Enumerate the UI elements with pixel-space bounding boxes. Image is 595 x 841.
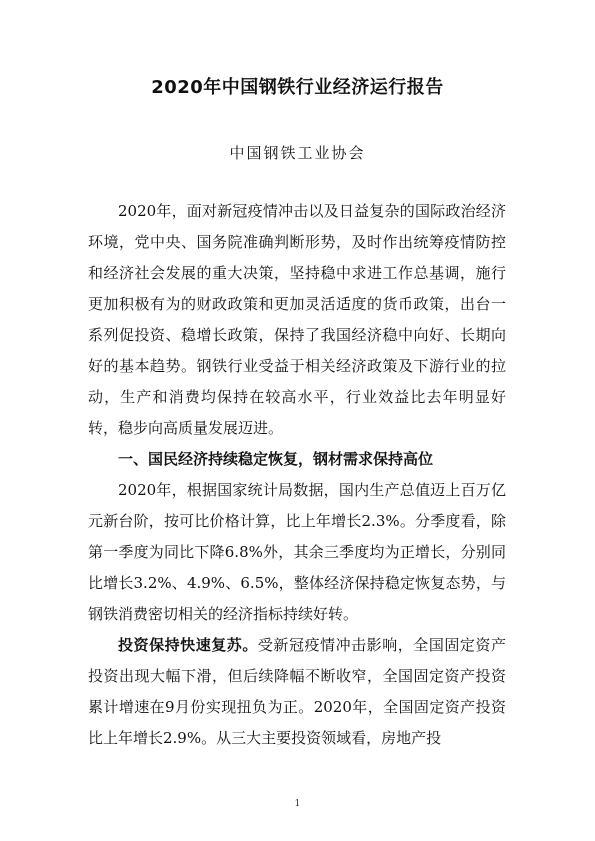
- report-body: [88, 196, 506, 754]
- investment-text: 受新冠疫情冲击影响，全国固定资产投资出现大幅下滑，但后续降幅不断收窄，全国固定资产投资累计增速在9月份实现扭负为正。2020年，全国固定资产投资比上年增长2.9%。从三大主要投资领域看，房地产投: [88, 636, 506, 747]
- organization-name: 中国钢铁工业协会: [229, 144, 366, 162]
- page-number: 1: [294, 799, 301, 809]
- investment-paragraph: [88, 630, 506, 754]
- gdp-paragraph: 2020年，根据国家统计局数据，国内生产总值迈上百万亿元新台阶，按可比价格计算，比上年增长2.3%。分季度看，除第一季度为同比下降6.8%外，其余三季度均为正增长，分别同比增长3.2%、4.9%、6.5%，整体经济保持稳定恢复态势，与钢铁消费密切相关的经济指标持续好转。: [88, 481, 506, 623]
- investment-lead: 投资保持快速复苏。: [118, 636, 258, 654]
- report-title: 2020年中国钢铁行业经济运行报告: [151, 77, 444, 98]
- intro-paragraph: 2020年，面对新冠疫情冲击以及日益复杂的国际政治经济环境，党中央、国务院准确判断形势，及时作出统筹疫情防控和经济社会发展的重大决策，坚持稳中求进工作总基调，施行更加积极有为的财政政策和更加灵活适度的货币政策，出台一系列促投资、稳增长政策，保持了我国经济稳中向好、长期向好的基本趋势。钢铁行业受益于相关经济政策及下游行业的拉动，生产和消费均保持在较高水平，行业效益比去年明显好转，稳步向高质量发展迈进。: [88, 202, 506, 437]
- section-heading: 一、国民经济持续稳定恢复，钢材需求保持高位: [118, 450, 434, 468]
